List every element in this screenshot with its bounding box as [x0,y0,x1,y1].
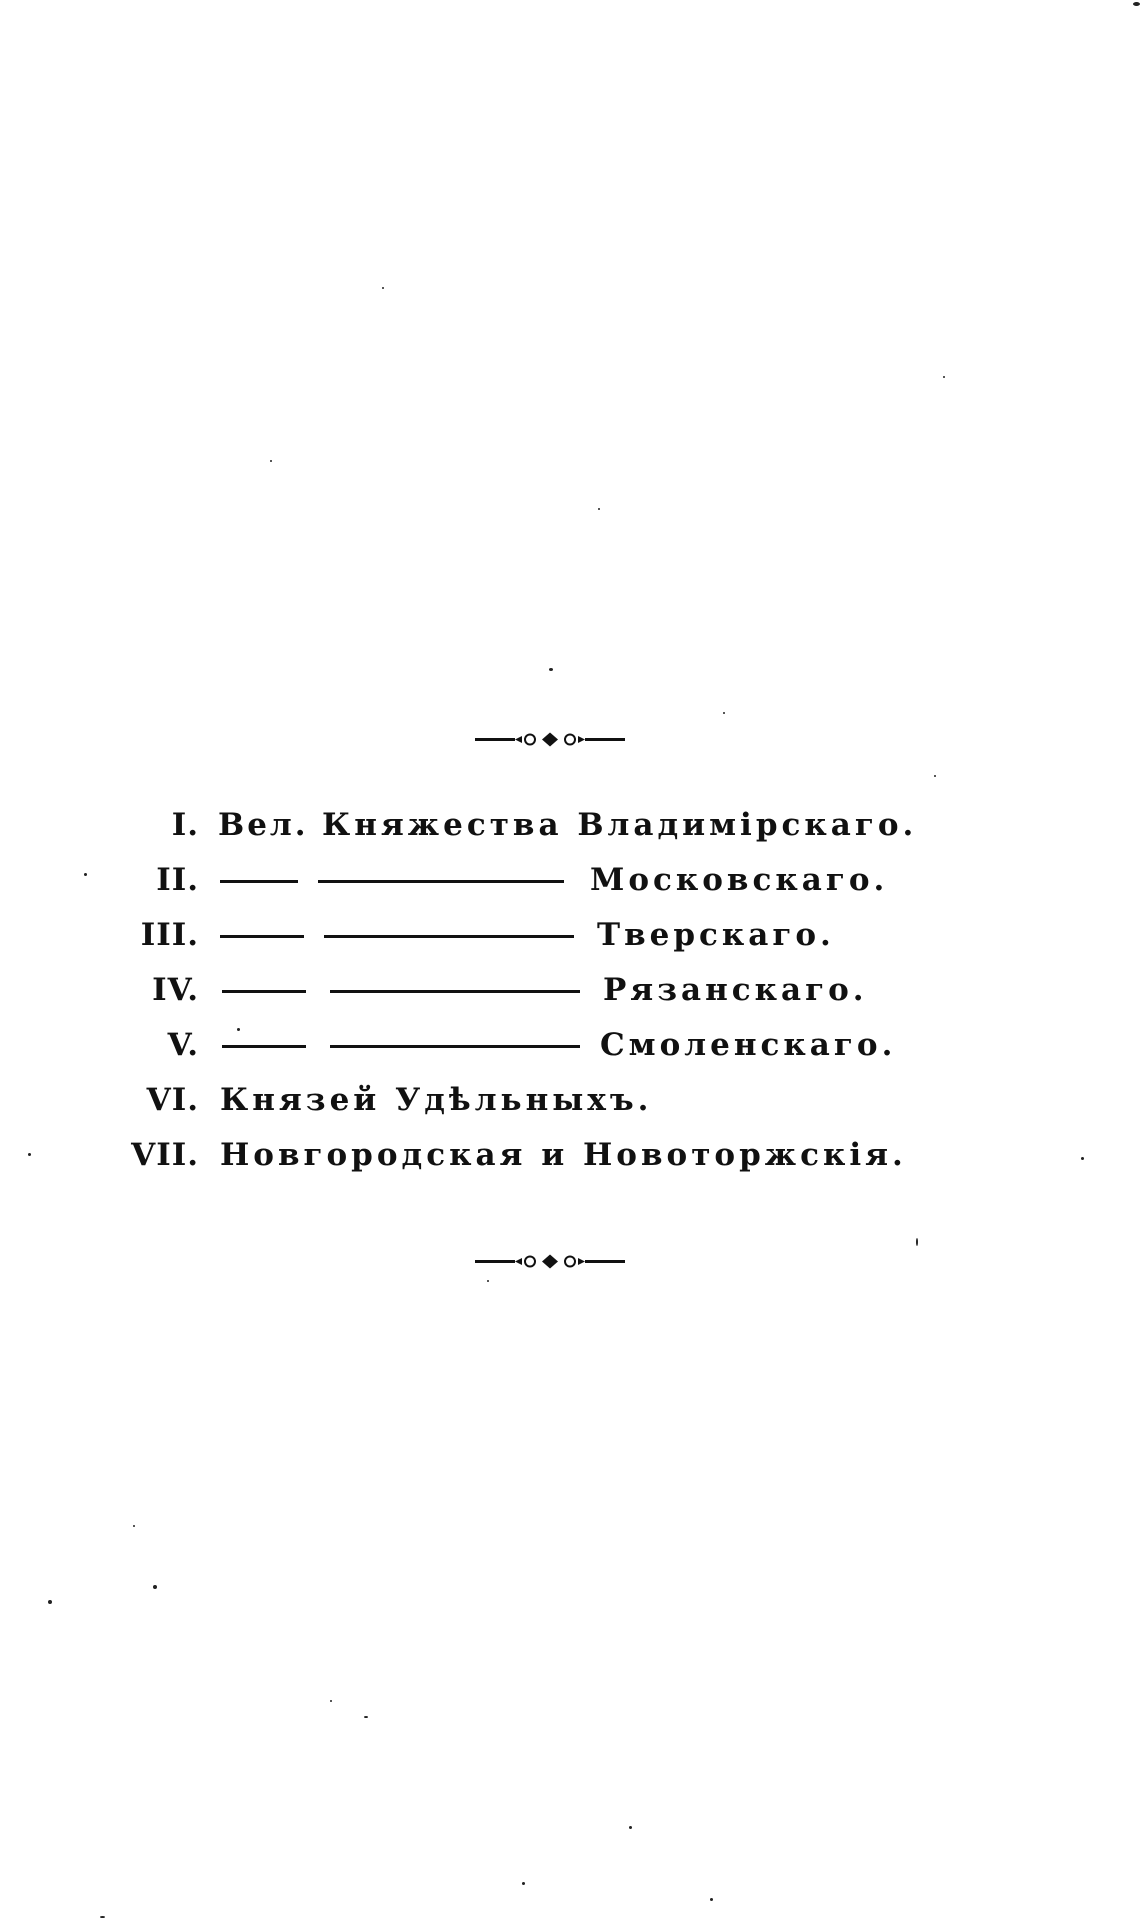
toc-entry-2 [0,855,1140,910]
scan-speck [916,1238,918,1246]
scan-speck [270,460,272,462]
entry-numeral: III. [140,917,199,953]
ditto-dash-short [222,990,306,993]
scan-speck [710,1898,713,1901]
scan-speck [382,287,384,289]
entry-numeral: II. [156,862,199,898]
scan-speck [598,508,600,510]
toc-entry-7 [0,1130,1140,1185]
scan-speck [629,1826,632,1829]
scan-speck [1081,1157,1084,1160]
scan-speck [522,1882,525,1885]
scan-speck [133,1525,135,1527]
toc-entry-4 [0,965,1140,1020]
entry-title: Московскаго. [590,862,889,898]
scan-speck [364,1716,368,1718]
scan-speck [48,1600,52,1604]
scan-speck [723,712,725,714]
entry-title: Смоленскаго. [600,1027,897,1063]
toc-entry-6 [0,1075,1140,1130]
ditto-dash-long [330,990,580,993]
ditto-dash-short [220,935,304,938]
ditto-dash-short [222,1045,306,1048]
scan-speck [330,1700,332,1702]
entry-title: Рязанскаго. [603,972,868,1008]
ditto-dash-long [324,935,574,938]
scan-speck [100,1916,105,1918]
scan-speck [84,873,87,876]
toc-entry-5 [0,1020,1140,1075]
ornament-rule-bottom [470,1249,630,1273]
entry-numeral: I. [171,807,199,843]
toc-entry-1 [0,800,1140,855]
entry-title: Князей Удѣльныхъ. [220,1082,653,1118]
scan-speck [943,376,945,378]
ornament-rule-top [470,727,630,751]
scan-speck [153,1585,157,1589]
entry-title: Княжества Владимірскаго. [322,807,918,843]
scan-speck [487,1280,489,1282]
entry-prefix: Вел. [218,807,309,843]
ditto-dash-long [330,1045,580,1048]
entry-numeral: VI. [146,1082,199,1118]
entry-numeral: IV. [152,972,199,1008]
toc-entry-3 [0,910,1140,965]
scan-speck [934,775,936,777]
entry-title: Тверскаго. [597,917,835,953]
table-of-contents [0,800,1140,1185]
scan-speck [237,1028,240,1031]
entry-numeral: V. [167,1027,199,1063]
scan-speck [28,1153,31,1156]
entry-numeral: VII. [131,1137,199,1173]
ditto-dash-short [220,880,298,883]
scan-speck [549,668,553,671]
entry-title: Новгородская и Новоторжскія. [220,1137,907,1173]
ditto-dash-long [318,880,564,883]
scan-speck [1133,2,1140,6]
